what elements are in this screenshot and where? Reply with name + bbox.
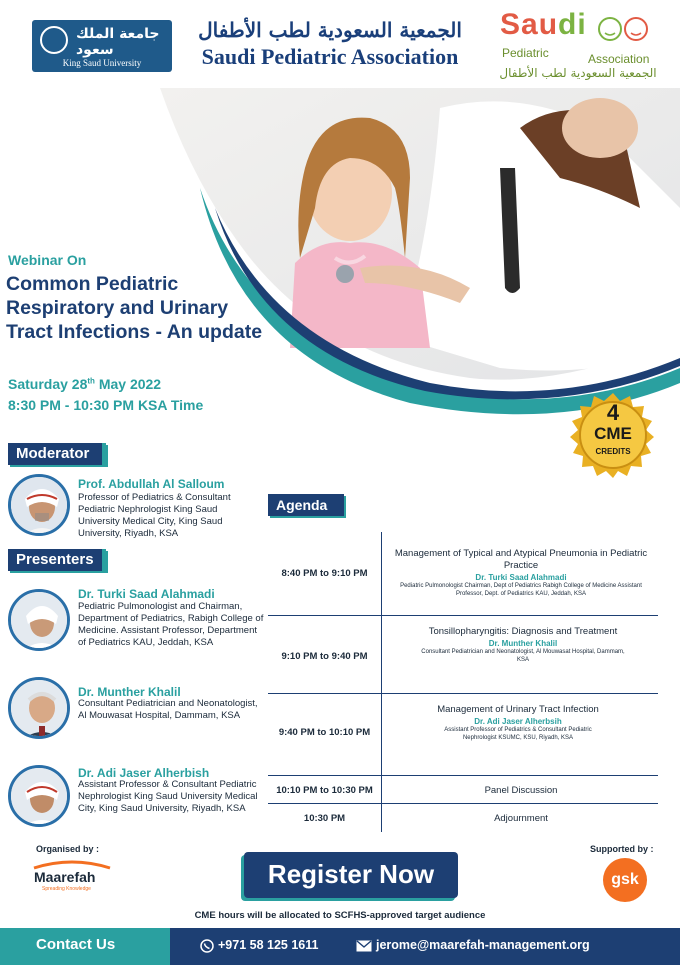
saudi-logo-pediatric: Pediatric bbox=[502, 46, 549, 60]
ksu-logo bbox=[32, 20, 172, 72]
ksu-english-name: King Saud University bbox=[62, 58, 142, 68]
presenters-heading: Presenters bbox=[8, 549, 106, 571]
agenda-topic: Adjournment bbox=[494, 813, 548, 824]
agenda-topic: Panel Discussion bbox=[484, 785, 558, 796]
agenda-speaker: Dr. Munther Khalil bbox=[488, 639, 558, 648]
webinar-time: 8:30 PM - 10:30 PM KSA Time bbox=[8, 397, 204, 413]
agenda-heading: Agenda bbox=[268, 494, 344, 516]
register-now-button[interactable]: Register Now bbox=[244, 852, 458, 898]
saudi-logo-arabic: الجمعية السعودية لطب الأطفال bbox=[499, 66, 657, 80]
agenda-row bbox=[268, 804, 658, 832]
agenda-row bbox=[268, 776, 658, 804]
presenter-description: Assistant Professor & Consultant Pediatric Nephrologist King Saud University Medical City, King Saud University, Riyadh, KSA bbox=[78, 779, 258, 814]
moderator-description: Professor of Pediatrics & Consultant Pediatric Nephrologist King Saud University Medical City, King Saud University, Riyadh, KSA bbox=[78, 492, 231, 539]
agenda-content bbox=[428, 704, 608, 742]
agenda-content bbox=[418, 626, 628, 664]
webinar-label: Webinar On bbox=[8, 252, 87, 268]
presenter-name: Dr. Turki Saad Alahmadi bbox=[78, 587, 215, 601]
saudi-pediatric-logo bbox=[496, 8, 666, 86]
presenter-name: Dr. Munther Khalil bbox=[78, 685, 181, 699]
children-faces-icon bbox=[596, 14, 656, 44]
agenda-content bbox=[388, 785, 654, 797]
cme-credits-label: CREDITS bbox=[595, 447, 631, 456]
presenter-avatar bbox=[8, 677, 70, 739]
presenter-avatar bbox=[8, 765, 70, 827]
saudi-logo-word: Saudi bbox=[500, 8, 587, 41]
agenda-time: 9:40 PM to 10:10 PM bbox=[278, 727, 371, 738]
agenda-topic: Management of Urinary Tract Infection bbox=[437, 704, 599, 715]
agenda-content bbox=[388, 548, 654, 598]
saudi-logo-association: Association bbox=[588, 52, 650, 66]
email-address: jerome@maarefah-management.org bbox=[376, 938, 590, 952]
email-icon bbox=[356, 940, 372, 952]
phone-contact[interactable] bbox=[200, 938, 318, 953]
webinar-date: Saturday 28th May 2022 bbox=[8, 376, 162, 392]
agenda-affiliation: Pediatric Pulmonologist Chairman, Dept of Pediatrics Rabigh College of Medicine Assistant Professor, Dept. of Pediatrics KAU, Jeddah, KSA bbox=[400, 583, 642, 597]
presenter-description: Consultant Pediatrician and Neonatologist, Al Mouwasat Hospital, Dammam, KSA bbox=[78, 698, 258, 721]
agenda-content bbox=[388, 813, 654, 825]
agenda-time: 8:40 PM to 9:10 PM bbox=[281, 568, 368, 579]
agenda-time: 10:30 PM bbox=[303, 813, 346, 824]
agenda-topic: Tonsillopharyngitis: Diagnosis and Treatment bbox=[428, 626, 618, 637]
moderator-heading: Moderator bbox=[8, 443, 106, 465]
presenter-name: Dr. Adi Jaser Alherbish bbox=[78, 766, 210, 780]
ksu-emblem-icon bbox=[40, 26, 68, 54]
phone-number: +971 58 125 1611 bbox=[218, 938, 319, 952]
gsk-logo: gsk bbox=[603, 858, 647, 902]
cme-credits-badge bbox=[570, 392, 656, 478]
agenda-affiliation: Consultant Pediatrician and Neonatologist, Al Mouwasat Hospital, Dammam, KSA bbox=[421, 649, 625, 663]
webinar-title: Common Pediatric Respiratory and Urinary Tract Infections - An update bbox=[6, 273, 263, 343]
moderator-name: Prof. Abdullah Al Salloum bbox=[78, 477, 225, 491]
maarefah-logo bbox=[28, 860, 116, 896]
maarefah-name: Maarefah bbox=[34, 869, 96, 885]
maarefah-tagline: Spreading Knowledge bbox=[42, 886, 91, 892]
agenda-row bbox=[268, 616, 658, 694]
agenda-time: 10:10 PM to 10:30 PM bbox=[276, 785, 373, 796]
agenda-row bbox=[268, 532, 658, 616]
supported-by-label: Supported by : bbox=[590, 844, 654, 854]
presenter-avatar bbox=[8, 589, 70, 651]
agenda-row bbox=[268, 694, 658, 776]
whatsapp-icon bbox=[200, 939, 214, 953]
email-contact[interactable] bbox=[356, 938, 590, 952]
cme-label: CME bbox=[594, 424, 632, 443]
agenda-speaker: Dr. Adi Jaser Alherbsih bbox=[474, 717, 562, 726]
cme-number: 4 bbox=[606, 400, 620, 425]
spa-english-title: Saudi Pediatric Association bbox=[201, 44, 459, 69]
spa-arabic-title: الجمعية السعودية لطب الأطفال bbox=[198, 18, 462, 42]
contact-us-title: Contact Us bbox=[36, 936, 116, 953]
presenter-description: Pediatric Pulmonologist and Chairman, Department of Pediatrics, Rabigh College of Medicine. Assistant Professor, Department of Pediatrics KAU, Jeddah, KSA bbox=[78, 601, 264, 648]
moderator-avatar bbox=[8, 474, 70, 536]
agenda-affiliation: Assistant Professor of Pediatrics & Consultant Pediatric Nephrologist KSUMC, KSU, Riyadh, KSA bbox=[444, 727, 592, 741]
agenda-topic: Management of Typical and Atypical Pneumonia in Pediatric Practice bbox=[394, 548, 648, 571]
agenda-time: 9:10 PM to 9:40 PM bbox=[281, 651, 368, 662]
cme-note: CME hours will be allocated to SCFHS-approved target audience bbox=[194, 910, 486, 921]
agenda-speaker: Dr. Turki Saad Alahmadi bbox=[475, 573, 567, 582]
ksu-arabic-name: جامعة الملك سعود bbox=[76, 26, 160, 58]
organised-by-label: Organised by : bbox=[36, 844, 100, 854]
